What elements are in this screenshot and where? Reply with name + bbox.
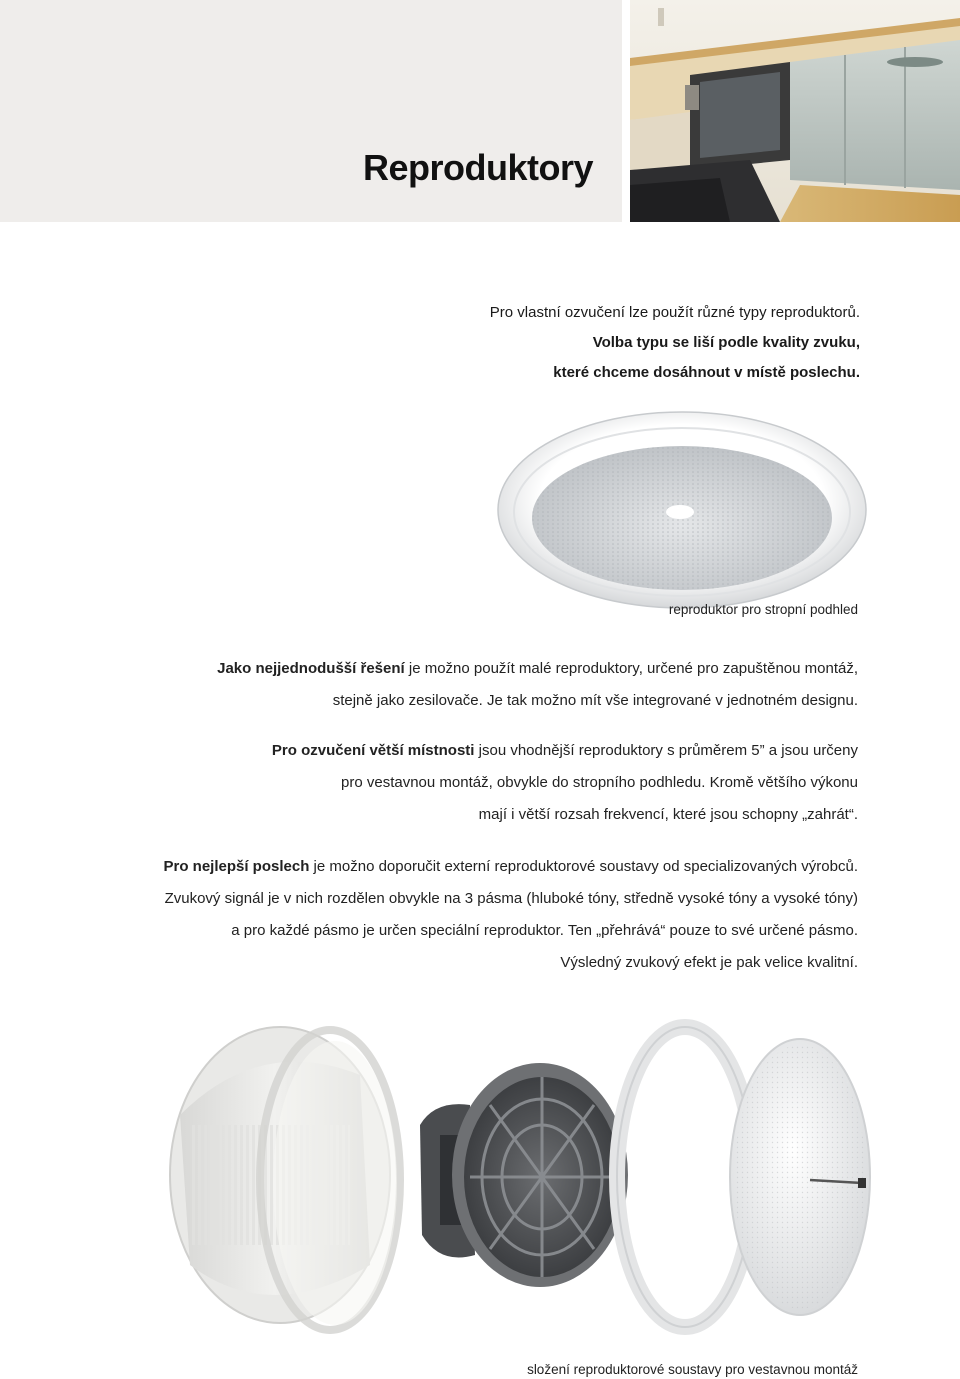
paragraph-simple-solution: [98, 653, 858, 717]
text-run: stejně jako zesilovače. Je tak možno mít vše integrované v jednotném designu.: [332, 692, 858, 709]
text-run: jsou vhodnější reproduktory s průměrem 5” a jsou určeny: [474, 742, 858, 759]
caption-exploded-assembly: složení reproduktorové soustavy pro vestavnou montáž: [527, 1362, 858, 1377]
bold-lead: Jako nejjednodušší řešení: [217, 660, 405, 677]
paragraph-best-listening: [98, 851, 858, 979]
exploded-speaker-assembly-photo: [150, 1005, 880, 1357]
bold-lead: Pro nejlepší poslech: [163, 858, 310, 875]
intro-text: [340, 298, 860, 388]
caption-ceiling-speaker: reproduktor pro stropní podhled: [668, 602, 858, 617]
bold-lead: Pro ozvučení větší místnosti: [271, 742, 475, 759]
text-run: je možno použít malé reproduktory, určené pro zapuštěnou montáž,: [404, 660, 858, 677]
text-run: mají i větší rozsah frekvencí, které jsou schopny „zahrát“.: [478, 806, 858, 823]
intro-line: Pro vlastní ozvučení lze použít různé typy reproduktorů.: [489, 304, 860, 321]
living-room-photo: [630, 0, 960, 222]
page-title: Reproduktory: [363, 147, 594, 188]
text-run: Zvukový signál je v nich rozdělen obvykle na 3 pásma (hluboké tóny, středně vysoké tóny a vysoké tóny): [164, 890, 858, 907]
intro-line-bold: které chceme dosáhnout v místě poslechu.: [553, 364, 860, 381]
intro-line-bold: Volba typu se liší podle kvality zvuku,: [592, 334, 860, 351]
text-run: pro vestavnou montáž, obvykle do stropního podhledu. Kromě většího výkonu: [341, 774, 858, 791]
paragraph-larger-room: [98, 735, 858, 831]
text-run: Výsledný zvukový efekt je pak velice kvalitní.: [560, 954, 858, 971]
ceiling-speaker-photo: [496, 410, 868, 610]
text-run: je možno doporučit externí reproduktorové soustavy od specializovaných výrobců.: [309, 858, 858, 875]
text-run: a pro každé pásmo je určen speciální reproduktor. Ten „přehrává“ pouze to své určené pásmo.: [231, 922, 858, 939]
